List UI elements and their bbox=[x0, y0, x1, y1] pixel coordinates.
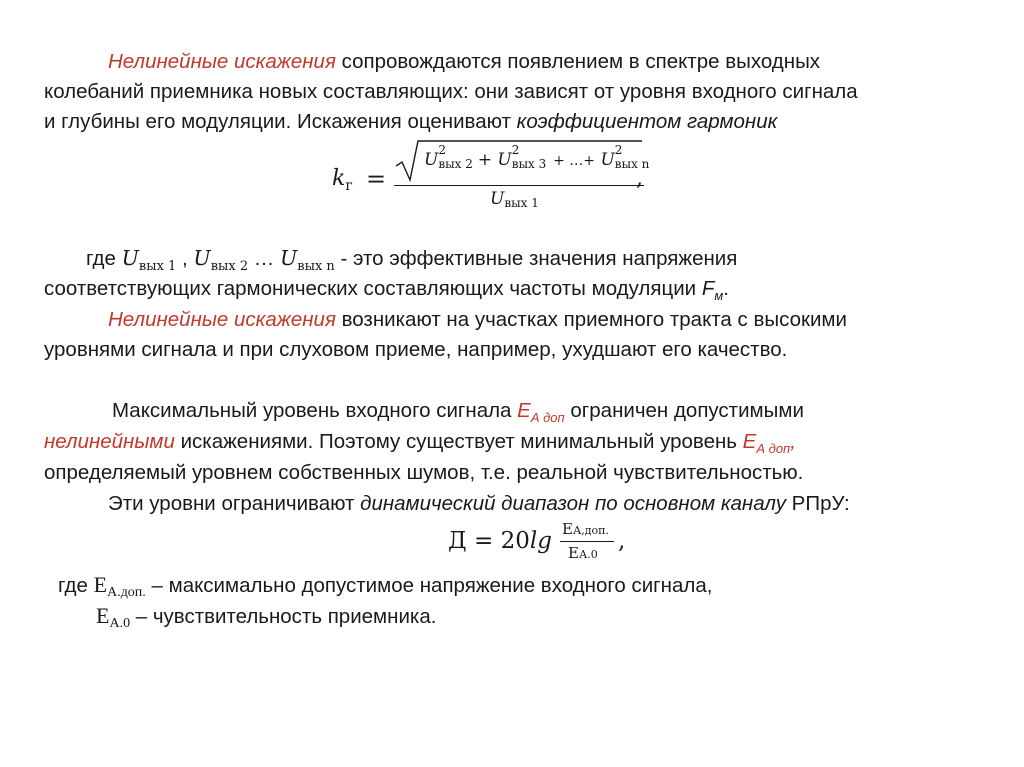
text: где bbox=[58, 574, 94, 597]
text: Максимальный уровень входного сигнала bbox=[112, 399, 518, 422]
paragraph-1-line-1 bbox=[108, 49, 820, 75]
symbol-e: E bbox=[517, 399, 531, 422]
paragraph-6-line-2 bbox=[96, 603, 436, 633]
paragraph-3-line-1 bbox=[108, 307, 847, 333]
term-dynamic-range: динамический диапазон по основном каналу bbox=[360, 492, 786, 515]
text: где bbox=[86, 247, 122, 270]
numerator bbox=[562, 520, 609, 538]
denominator bbox=[490, 189, 539, 209]
ellipsis: … bbox=[248, 247, 280, 270]
text: Эти уровни ограничивают bbox=[108, 492, 361, 515]
text: , bbox=[176, 247, 194, 270]
superscript: 2 bbox=[438, 143, 446, 157]
term-harmonic-coefficient: коэффициентом гармоник bbox=[516, 110, 778, 133]
paragraph-4-line-2 bbox=[44, 429, 796, 457]
equals-sign: = bbox=[366, 165, 387, 193]
paragraph-4-line-1 bbox=[112, 398, 804, 426]
text: соответствующих гармонических составляющих частоты модуляции bbox=[44, 277, 702, 300]
symbol-f: F bbox=[701, 277, 715, 300]
numerator bbox=[424, 143, 657, 171]
subscript: вых n bbox=[614, 157, 650, 171]
subscript: вых 1 bbox=[504, 196, 539, 210]
text: – максимально допустимое напряжение входного сигнала, bbox=[145, 574, 713, 597]
formula-lhs bbox=[332, 166, 353, 194]
symbol-u: U bbox=[490, 189, 505, 209]
text: сопровождаются появлением в спектре выходных bbox=[335, 50, 821, 73]
subscript: м bbox=[714, 288, 724, 303]
fraction-bar bbox=[560, 541, 614, 542]
paragraph-6-line-1 bbox=[58, 572, 712, 602]
lg: lg bbox=[529, 528, 552, 554]
text: РПрУ: bbox=[785, 492, 850, 515]
text: возникают на участках приемного тракта с высокими bbox=[335, 308, 847, 331]
subscript: вых 2 bbox=[438, 157, 473, 171]
text: - это эффективные значения напряжения bbox=[334, 247, 738, 270]
paragraph-1-line-3 bbox=[44, 109, 777, 135]
formula-lhs bbox=[448, 528, 552, 554]
paragraph-5-line-1 bbox=[108, 491, 850, 517]
term-nonlinear-distortion: Нелинейные искажения bbox=[108, 308, 336, 331]
text: ограничен допустимыми bbox=[564, 399, 804, 422]
text: искажениями. Поэтому существует минимальный уровень bbox=[174, 430, 743, 453]
symbol-u: U bbox=[424, 150, 439, 170]
term-nonlinear-distortion: Нелинейные искажения bbox=[108, 50, 336, 73]
denominator bbox=[568, 544, 598, 562]
subscript: вых 2 bbox=[210, 259, 249, 274]
symbol-u: U bbox=[497, 150, 512, 170]
plus: + bbox=[477, 150, 492, 170]
text: . bbox=[723, 277, 729, 300]
subscript: вых 1 bbox=[138, 259, 177, 274]
symbol-u: U bbox=[121, 246, 139, 270]
paragraph-1-line-2: колебаний приемника новых составляющих: они зависят от уровня входного сигнала bbox=[44, 80, 858, 103]
symbol-u: U bbox=[280, 246, 298, 270]
subscript: вых n bbox=[297, 259, 335, 274]
comma: , bbox=[636, 166, 643, 191]
fraction-bar bbox=[394, 185, 644, 186]
symbol-k: k bbox=[332, 166, 346, 191]
paragraph-2-line-1 bbox=[86, 245, 737, 275]
symbol-e: E bbox=[568, 544, 579, 562]
comma: , bbox=[618, 528, 626, 554]
text: Д = 20 bbox=[448, 528, 530, 554]
harmonic-coefficient-formula bbox=[332, 138, 652, 216]
symbol-u: U bbox=[600, 150, 615, 170]
subscript: вых 3 bbox=[511, 157, 547, 171]
paragraph-2-line-2 bbox=[44, 276, 729, 304]
subscript: г bbox=[345, 178, 353, 194]
subscript: А,доп. bbox=[572, 524, 610, 537]
text: и глубины его модуляции. Искажения оценивают bbox=[44, 110, 517, 133]
symbol-u: U bbox=[193, 246, 211, 270]
symbol-e: E bbox=[93, 572, 108, 597]
subscript: А.0 bbox=[578, 548, 598, 561]
subscript: А доп bbox=[530, 410, 565, 425]
superscript: 2 bbox=[511, 143, 520, 157]
superscript: 2 bbox=[614, 143, 623, 157]
ellipsis: + …+ bbox=[553, 153, 596, 169]
paragraph-4-line-3: определяемый уровнем собственных шумов, т.е. реальной чувствительностью. bbox=[44, 461, 804, 484]
symbol-e: E bbox=[96, 603, 110, 628]
subscript: А доп bbox=[756, 441, 791, 456]
term-nonlinear: нелинейными bbox=[44, 430, 175, 453]
dynamic-range-formula bbox=[448, 516, 648, 572]
symbol-e: E bbox=[742, 430, 757, 453]
comma: , bbox=[790, 430, 796, 453]
paragraph-3-line-2: уровнями сигнала и при слуховом приеме, например, ухудшают его качество. bbox=[44, 338, 788, 361]
symbol-e: E bbox=[562, 520, 573, 538]
subscript: А.0 bbox=[109, 616, 131, 631]
text: – чувствительность приемника. bbox=[130, 605, 437, 628]
subscript: А.доп. bbox=[107, 585, 146, 600]
